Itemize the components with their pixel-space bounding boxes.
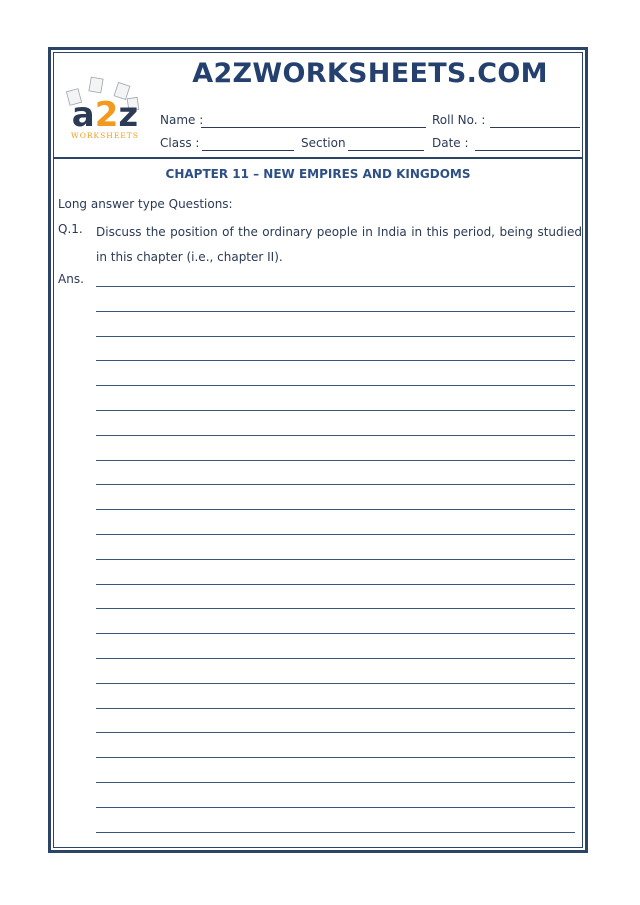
class-label: Class : (160, 136, 200, 150)
answer-line[interactable] (96, 832, 575, 833)
answer-line[interactable] (96, 807, 575, 808)
header-divider (53, 157, 583, 159)
answer-line[interactable] (96, 782, 575, 783)
name-label: Name : (160, 113, 204, 127)
section-label: Section (301, 136, 346, 150)
answer-line[interactable] (96, 633, 575, 634)
logo-subtext: WORKSHEETS (71, 131, 139, 140)
date-field[interactable] (475, 150, 580, 151)
answer-line[interactable] (96, 286, 575, 287)
answer-line[interactable] (96, 658, 575, 659)
roll-no-field[interactable] (490, 127, 580, 128)
site-title: A2ZWORKSHEETS.COM (192, 58, 548, 89)
answer-line[interactable] (96, 683, 575, 684)
answer-line[interactable] (96, 410, 575, 411)
roll-no-label: Roll No. : (432, 113, 486, 127)
answer-line[interactable] (96, 509, 575, 510)
name-field[interactable] (201, 127, 426, 128)
answer-line[interactable] (96, 336, 575, 337)
answer-line[interactable] (96, 757, 575, 758)
answer-line[interactable] (96, 435, 575, 436)
question-number: Q.1. (58, 222, 83, 236)
chapter-title: CHAPTER 11 – NEW EMPIRES AND KINGDOMS (165, 167, 471, 181)
answer-line[interactable] (96, 534, 575, 535)
answer-line[interactable] (96, 385, 575, 386)
answer-label: Ans. (58, 272, 84, 286)
answer-line[interactable] (96, 559, 575, 560)
answer-line[interactable] (96, 311, 575, 312)
answer-line[interactable] (96, 732, 575, 733)
answer-line[interactable] (96, 708, 575, 709)
question-type-heading: Long answer type Questions: (58, 197, 233, 211)
question-text: Discuss the position of the ordinary people in India in this period, being studied in this chapter (i.e., chapter II). (96, 225, 582, 264)
logo-lettering: a2z (71, 95, 139, 135)
date-label: Date : (432, 136, 469, 150)
answer-line[interactable] (96, 584, 575, 585)
answer-line[interactable] (96, 360, 575, 361)
section-field[interactable] (348, 150, 424, 151)
a2z-logo (60, 76, 150, 148)
answer-line[interactable] (96, 460, 575, 461)
answer-line[interactable] (96, 484, 575, 485)
answer-line[interactable] (96, 608, 575, 609)
class-field[interactable] (202, 150, 294, 151)
